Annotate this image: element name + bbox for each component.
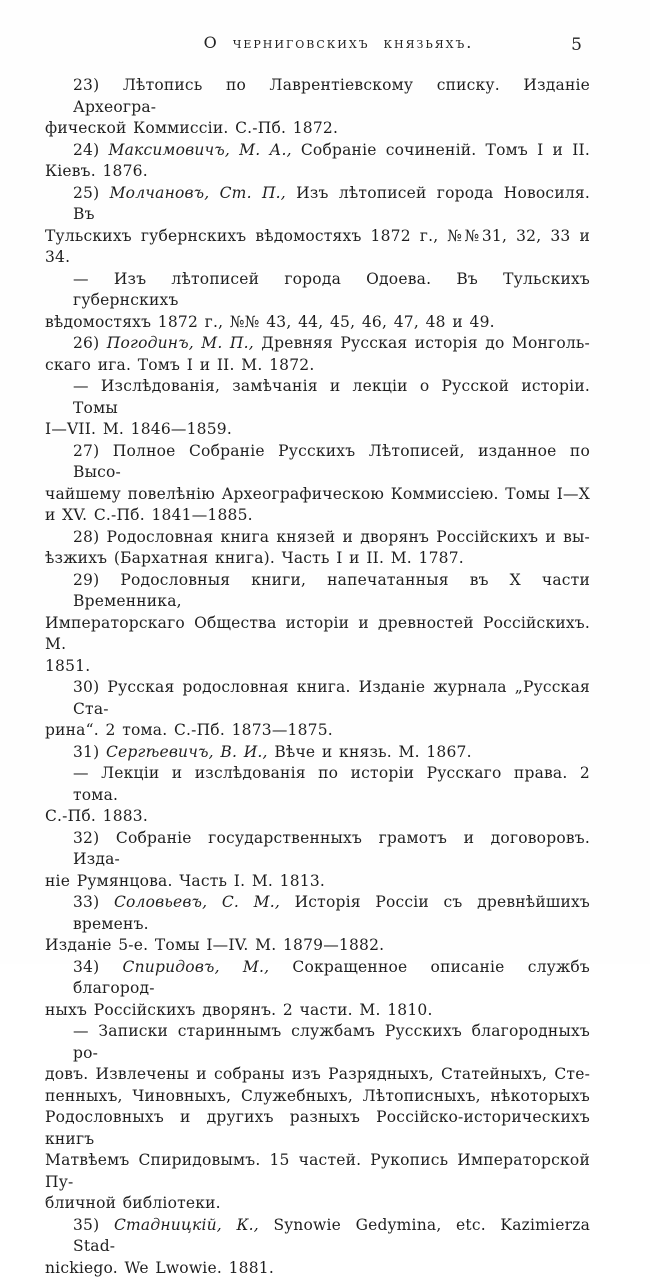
text-segment: 34) — [73, 958, 123, 976]
text-segment: Императорскаго Общества исторіи и древностей Россійскихъ. М. — [45, 614, 590, 654]
text-line — [45, 527, 590, 549]
text-line — [45, 742, 590, 764]
text-segment: ныхъ Россійскихъ дворянъ. 2 части. М. 1810. — [45, 1001, 433, 1019]
bibliography-entry — [45, 957, 590, 1022]
text-segment: 29) Родословныя книги, напечатанныя въ X части Временника, — [73, 571, 590, 611]
text-line — [45, 720, 590, 742]
bibliography-entry — [45, 441, 590, 527]
text-segment: 24) — [73, 141, 109, 159]
page-number: 5 — [571, 35, 582, 55]
bibliography — [45, 75, 590, 1279]
text-line — [45, 183, 590, 226]
text-segment: пенныхъ, Чиновныхъ, Служебныхъ, Лѣтописныхъ, нѣкоторыхъ — [45, 1087, 590, 1105]
text-segment: рина“. 2 тома. С.-Пб. 1873—1875. — [45, 721, 333, 739]
bibliography-entry — [45, 677, 590, 742]
text-line — [45, 505, 590, 527]
text-line — [45, 1086, 590, 1108]
text-segment: Тульскихъ губернскихъ вѣдомостяхъ 1872 г., №№31, 32, 33 и 34. — [45, 227, 590, 267]
text-line — [45, 441, 590, 484]
text-segment: 31) — [73, 743, 106, 761]
text-line — [45, 312, 590, 334]
text-segment: Собраніе сочиненій. Томъ I и II. — [292, 141, 590, 159]
text-line — [45, 548, 590, 570]
text-segment: скаго ига. Томъ I и II. М. 1872. — [45, 356, 314, 374]
text-segment: Изъ лѣтописей города Новосиля. Въ — [73, 184, 590, 224]
bibliography-entry — [45, 527, 590, 570]
text-segment: 32) Собраніе государственныхъ грамотъ и договоровъ. Изда- — [73, 829, 590, 869]
text-segment: довъ. Извлечены и собраны изъ Разрядныхъ, Статейныхъ, Сте- — [45, 1065, 590, 1083]
bibliography-entry — [45, 570, 590, 678]
text-segment: Родословныхъ и другихъ разныхъ Россійско-историческихъ книгъ — [45, 1108, 590, 1148]
text-segment: бличной библіотеки. — [45, 1194, 221, 1212]
author-name: Погодинъ, М. П., — [107, 334, 254, 352]
text-segment: nickiego. We Lwowie. 1881. — [45, 1259, 274, 1277]
text-line — [45, 484, 590, 506]
author-name: Соловьевъ, С. М., — [114, 893, 280, 911]
text-line — [45, 806, 590, 828]
text-segment: Synowie Gedymina, etc. Kazimierza Stad- — [73, 1216, 590, 1256]
text-line — [45, 763, 590, 806]
text-segment: I—VII. М. 1846—1859. — [45, 420, 232, 438]
bibliography-entry — [45, 75, 590, 140]
text-line — [45, 1000, 590, 1022]
text-line — [45, 161, 590, 183]
text-line — [45, 871, 590, 893]
text-segment: фической Коммиссіи. С.-Пб. 1872. — [45, 119, 338, 137]
bibliography-entry — [45, 269, 590, 334]
text-line — [45, 226, 590, 269]
text-segment: ѣзжихъ (Бархатная книга). Часть I и II. М. 1787. — [45, 549, 464, 567]
text-segment: чайшему повелѣнію Археографическою Коммиссіею. Томы I—X — [45, 485, 590, 503]
text-segment: Кіевъ. 1876. — [45, 162, 148, 180]
author-name: Максимовичъ, М. А., — [109, 141, 292, 159]
text-segment: 27) Полное Собраніе Русскихъ Лѣтописей, изданное по Высо- — [73, 442, 590, 482]
text-line — [45, 1258, 590, 1279]
bibliography-entry — [45, 376, 590, 441]
text-segment: — Лекціи и изслѣдованія по исторіи Русскаго права. 2 тома. — [73, 764, 590, 804]
bibliography-entry — [45, 742, 590, 764]
text-line — [45, 828, 590, 871]
text-line — [45, 75, 590, 118]
bibliography-entry — [45, 140, 590, 183]
text-line — [45, 1193, 590, 1215]
author-name: Спиридовъ, М., — [123, 958, 270, 976]
text-segment: Сокращенное описаніе службъ благород- — [73, 958, 590, 998]
text-segment: 26) — [73, 334, 107, 352]
text-segment: Вѣче и князь. М. 1867. — [268, 743, 472, 761]
text-segment: Изданіе 5-е. Томы I—IV. М. 1879—1882. — [45, 936, 384, 954]
text-line — [45, 677, 590, 720]
text-line — [45, 118, 590, 140]
text-line — [45, 355, 590, 377]
text-segment: 23) Лѣтопись по Лаврентіевскому списку. Изданіе Археогра- — [73, 76, 590, 116]
text-line — [45, 1064, 590, 1086]
text-line — [45, 333, 590, 355]
text-segment: 30) Русская родословная книга. Изданіе журнала „Русская Ста- — [73, 678, 590, 718]
text-line — [45, 1021, 590, 1064]
bibliography-entry — [45, 1021, 590, 1215]
author-name: Сергѣевичъ, В. И., — [106, 743, 268, 761]
text-line — [45, 935, 590, 957]
text-segment: — Изслѣдованія, замѣчанія и лекціи о Русской исторіи. Томы — [73, 377, 590, 417]
text-segment: Древняя Русская исторія до Монголь- — [254, 334, 590, 352]
text-line — [45, 613, 590, 656]
text-line — [45, 1215, 590, 1258]
author-name: Молчановъ, Ст. П., — [110, 184, 286, 202]
bibliography-entry — [45, 333, 590, 376]
bibliography-entry — [45, 892, 590, 957]
text-line — [45, 656, 590, 678]
text-line — [45, 1107, 590, 1150]
text-line — [45, 269, 590, 312]
text-segment: — Записки стариннымъ службамъ Русскихъ благородныхъ ро- — [73, 1022, 590, 1062]
text-line — [45, 376, 590, 419]
text-segment: С.-Пб. 1883. — [45, 807, 148, 825]
text-line — [45, 892, 590, 935]
text-segment: Исторія Россіи съ древнѣйшихъ временъ. — [73, 893, 590, 933]
text-segment: 25) — [73, 184, 110, 202]
text-line — [45, 570, 590, 613]
text-segment: 1851. — [45, 657, 90, 675]
bibliography-entry — [45, 1215, 590, 1279]
text-segment: 33) — [73, 893, 114, 911]
text-line — [45, 419, 590, 441]
author-name: Стадницкій, К., — [114, 1216, 259, 1234]
text-segment: вѣдомостяхъ 1872 г., №№ 43, 44, 45, 46, 47, 48 и 49. — [45, 313, 495, 331]
bibliography-entry — [45, 183, 590, 269]
bibliography-entry — [45, 828, 590, 893]
text-segment: 35) — [73, 1216, 114, 1234]
text-segment: ніе Румянцова. Часть I. М. 1813. — [45, 872, 325, 890]
text-segment: Матвѣемъ Спиридовымъ. 15 частей. Рукопись Императорской Пу- — [45, 1151, 590, 1191]
page-header — [66, 33, 611, 52]
text-line — [45, 957, 590, 1000]
text-line — [45, 140, 590, 162]
text-line — [45, 1150, 590, 1193]
text-segment: и XV. С.-Пб. 1841—1885. — [45, 506, 253, 524]
text-segment: 28) Родословная книга князей и дворянъ Россійскихъ и вы- — [73, 528, 590, 546]
bibliography-entry — [45, 763, 590, 828]
text-segment: — Изъ лѣтописей города Одоева. Въ Тульскихъ губернскихъ — [73, 270, 590, 310]
running-title: О черниговскихъ князьяхъ. — [204, 33, 474, 52]
